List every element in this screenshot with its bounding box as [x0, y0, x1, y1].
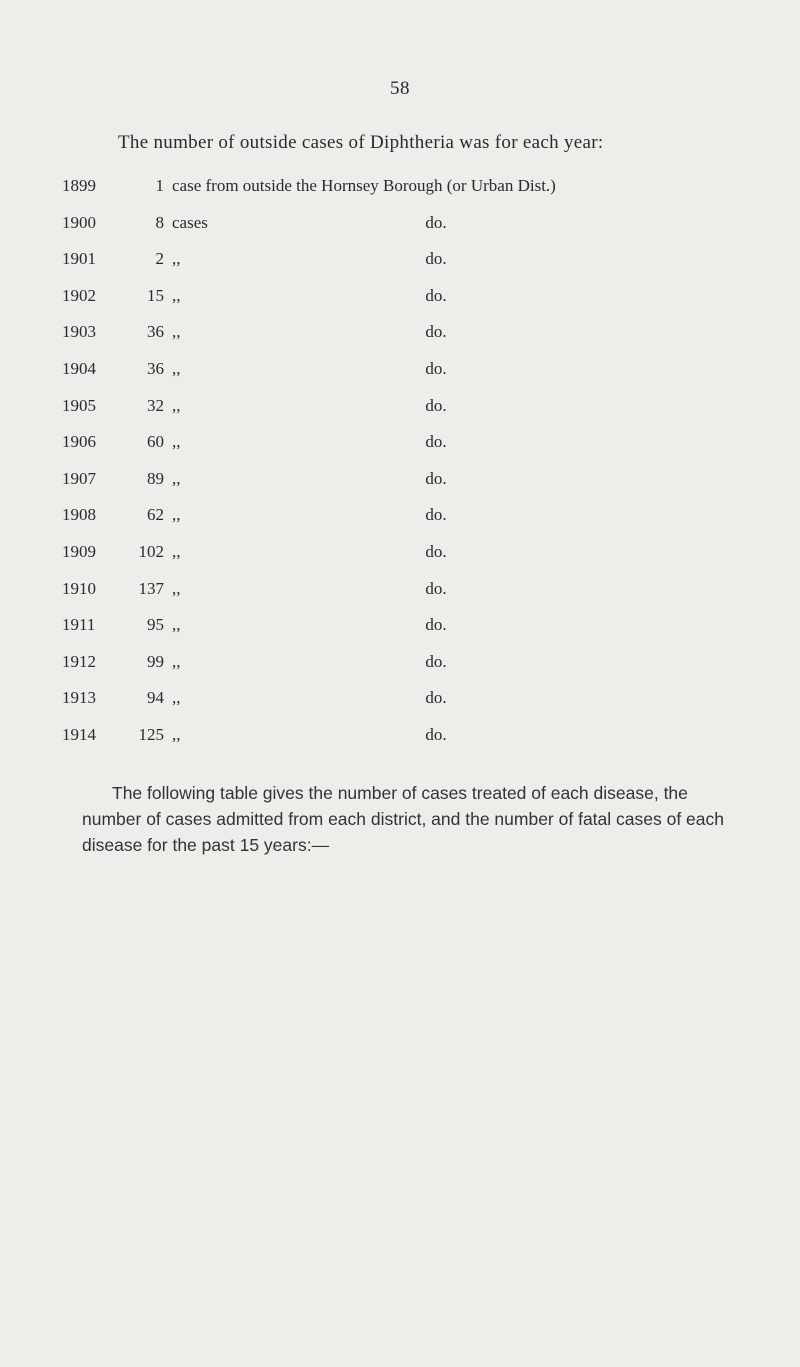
row-count: 8 [155, 212, 164, 232]
row-unit: ,, [172, 249, 181, 269]
row-ditto: do. [425, 651, 447, 671]
table-row [0, 322, 800, 359]
row-unit: ,, [172, 432, 181, 452]
row-count: 15 [147, 285, 164, 305]
row-year: 1907 [62, 468, 96, 488]
page-heading: The number of outside cases of Diphtheria was for each year: [118, 132, 604, 153]
table-row [0, 505, 800, 542]
row-year: 1903 [62, 322, 96, 342]
row-count: 99 [147, 651, 164, 671]
row-year: 1913 [62, 688, 96, 708]
row-year: 1912 [62, 651, 96, 671]
row-count: 137 [138, 578, 164, 598]
table-row [0, 652, 800, 689]
row-year: 1910 [62, 578, 96, 598]
table-row [0, 176, 800, 213]
row-ditto: do. [425, 505, 447, 525]
row-unit: ,, [172, 541, 181, 561]
row-ditto: do. [425, 432, 447, 452]
table-row [0, 359, 800, 396]
row-unit: ,, [172, 285, 181, 305]
table-row [0, 213, 800, 250]
table-row [0, 396, 800, 433]
row-count: 1 [155, 176, 164, 195]
closing-paragraph: The following table gives the number of cases treated of each disease, the number of cases admitted from each district, and the number of fatal cases of each disease for the past 15 years:— [82, 783, 724, 855]
row-count: 36 [147, 358, 164, 378]
row-ditto: do. [425, 468, 447, 488]
table-row [0, 249, 800, 286]
row-year: 1901 [62, 249, 96, 269]
row-ditto: do. [425, 212, 447, 232]
table-row [0, 688, 800, 725]
table-row [0, 286, 800, 323]
row-count: 62 [147, 505, 164, 525]
row-count: 95 [147, 615, 164, 635]
row-year: 1911 [62, 615, 96, 635]
row-ditto: do. [425, 285, 447, 305]
row-unit: ,, [172, 688, 181, 708]
row-ditto: do. [425, 724, 447, 744]
row-unit: ,, [172, 395, 181, 415]
table-row [0, 432, 800, 469]
table-row [0, 469, 800, 506]
row-unit: ,, [172, 358, 181, 378]
row-unit: cases [172, 212, 208, 232]
row-unit: ,, [172, 615, 181, 635]
row-ditto: do. [425, 541, 447, 561]
row-ditto: do. [425, 578, 447, 598]
row-unit: ,, [172, 468, 181, 488]
row-count: 94 [147, 688, 164, 708]
row-ditto: do. [425, 358, 447, 378]
row-year: 1899 [62, 176, 96, 195]
row-count: 2 [155, 249, 164, 269]
row-count: 32 [147, 395, 164, 415]
table-row [0, 542, 800, 579]
row-ditto: do. [425, 688, 447, 708]
table-row [0, 579, 800, 616]
outside-cases-table [0, 176, 800, 762]
row-year: 1909 [62, 541, 96, 561]
row-unit: ,, [172, 724, 181, 744]
row-count: 89 [147, 468, 164, 488]
row-count: 125 [138, 724, 164, 744]
row-year: 1905 [62, 395, 96, 415]
row-ditto: do. [425, 395, 447, 415]
row-unit: ,, [172, 578, 181, 598]
row-unit: ,, [172, 322, 181, 342]
page-number: 58 [390, 78, 410, 99]
row-count: 60 [147, 432, 164, 452]
row-year: 1908 [62, 505, 96, 525]
row-ditto: do. [425, 615, 447, 635]
row-ditto: do. [425, 322, 447, 342]
table-row [0, 725, 800, 762]
row-description: case from outside the Hornsey Borough (or Urban Dist.) [172, 176, 556, 195]
row-unit: ,, [172, 651, 181, 671]
row-count: 102 [138, 541, 164, 561]
row-year: 1904 [62, 358, 96, 378]
row-year: 1906 [62, 432, 96, 452]
row-unit: ,, [172, 505, 181, 525]
row-count: 36 [147, 322, 164, 342]
table-row [0, 615, 800, 652]
row-year: 1900 [62, 212, 96, 232]
row-year: 1902 [62, 285, 96, 305]
row-year: 1914 [62, 724, 96, 744]
row-ditto: do. [425, 249, 447, 269]
